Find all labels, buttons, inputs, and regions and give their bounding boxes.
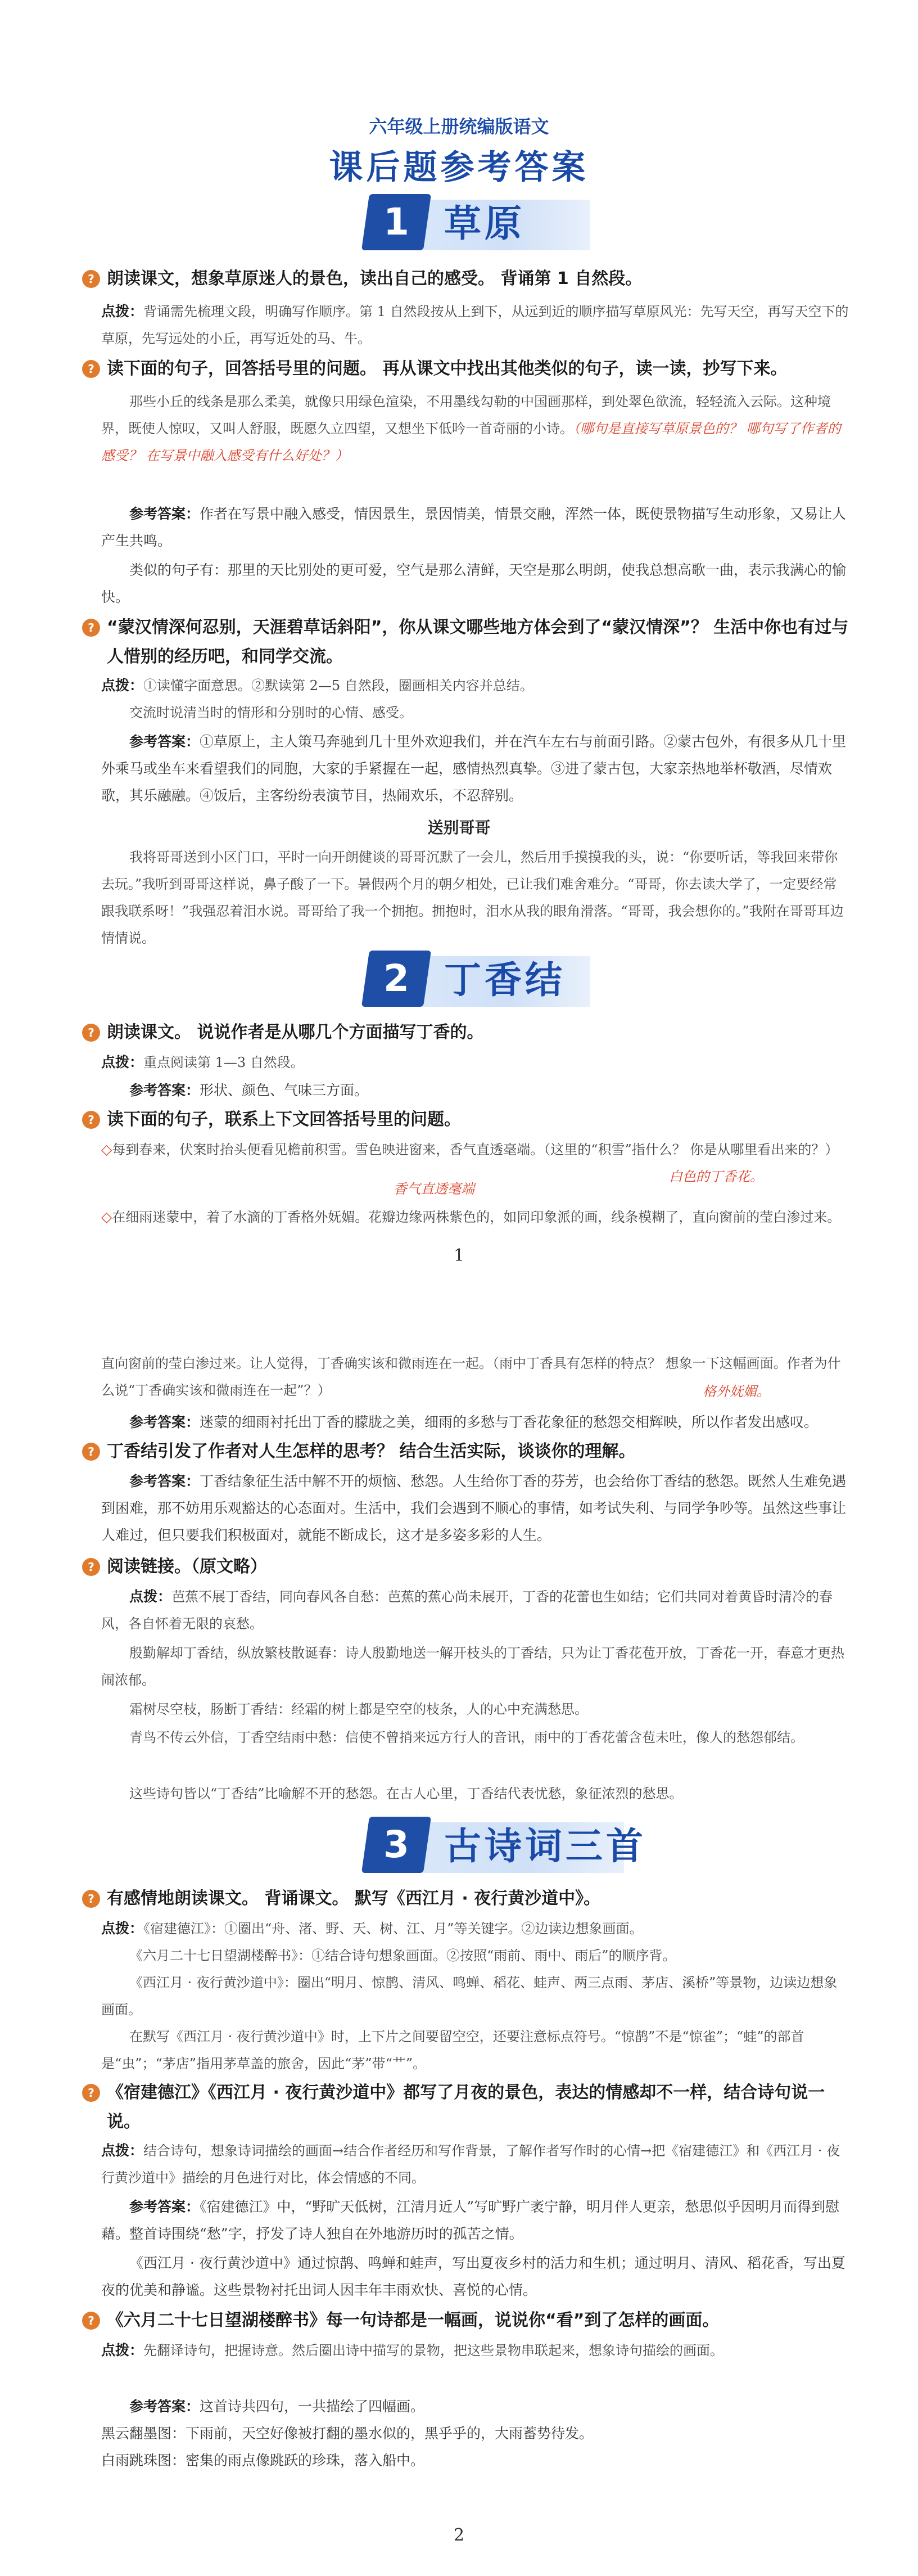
- answer-2-3: 参考答案：丁香结象征生活中解不开的烦恼、愁怨。人生给你丁香的芬芳，也会给你丁香结的愁怨。既然人生难免遇到困难，那不妨用乐观豁达的心态面对。生活中，我们会遇到不顺心的事情，如考试失利、与同学争吵等。虽然这些事让人难过，但只要我们积极面对，就能不断成长，这才是多姿多彩的人生。: [101, 1473, 847, 1543]
- page-number: 1: [453, 1246, 465, 1266]
- poem-note-4: 青鸟不传云外信，丁香空结雨中愁：信使不曾捎来远方行人的音讯，雨中的丁香花蕾含苞未吐，像人的愁怨郁结。: [129, 1730, 804, 1745]
- sentence-2-2-b-cont: 直向窗前的莹白渗过来。让人觉得，丁香确实该和微雨连在一起。（雨中丁香具有怎样的特点？ 想象一下这幅画面。作者为什么说“丁香确实该和微雨连在一起”？）: [101, 1355, 841, 1398]
- tip-3-1-c: 《西江月 · 夜行黄沙道中》：圈出“明月、惊鹊、清风、鸣蝉、稻花、蛙声、两三点雨、茅店、溪桥”等景物，边读边想象画面。: [101, 1975, 838, 2017]
- similar-sentence: 类似的句子有：那里的天比别处的更可爱，空气是那么清鲜，天空是那么明朗，使我总想高歌一曲，表示我满心的愉快。: [101, 562, 847, 605]
- question-mark-icon: ?: [82, 1558, 100, 1576]
- question-mark-icon: ?: [82, 1443, 100, 1461]
- lesson-3-banner: [0, 1817, 918, 1879]
- lesson-number-badge: 2: [361, 951, 431, 1007]
- sentence-2-2-a: ◇每到春来，伏案时抬头便看见檐前积雪。雪色映进窗来，香气直透毫端。（这里的“积雪”指什么？ 你是从哪里看出来的？）: [101, 1141, 839, 1158]
- story-title: 送别哥哥: [427, 818, 491, 837]
- answer-1-2: 参考答案：作者在写景中融入感受，情因景生，景因情美，情景交融，浑然一体，既使景物描写生动形象，又易让人产生共鸣。: [101, 506, 847, 549]
- question-3-2: ? 《宿建德江》《西江月 · 夜行黄沙道中》都写了月夜的景色，表达的情感却不一样，结合诗句说一说。: [107, 2078, 849, 2137]
- lesson-2-banner: [0, 951, 918, 1012]
- question-mark-icon: ?: [82, 270, 100, 288]
- poem-note-3: 霜树尽空枝，肠断丁香结：经霜的树上都是空空的枝条，人的心中充满愁思。: [129, 1701, 588, 1717]
- tip-1-3-b: 交流时说清当时的情形和分别时的心情、感受。: [129, 705, 413, 720]
- handwritten-answer: 香气直透毫端: [394, 1181, 474, 1197]
- poem-note-2: 殷勤解却丁香结，纵放繁枝散诞春：诗人殷勤地送一解开枝头的丁香结，只为让丁香花苞开放，丁香花一开，春意才更热闹浓郁。: [101, 1645, 844, 1688]
- handwritten-answer: 格外妩媚。: [703, 1384, 770, 1399]
- question-mark-icon: ?: [82, 1890, 100, 1908]
- lesson-number-badge: 1: [361, 194, 431, 250]
- answer-2-1: 参考答案：形状、颜色、气味三方面。: [129, 1082, 369, 1098]
- question-mark-icon: ?: [82, 619, 100, 637]
- sentence-2-2-b: ◇在细雨迷蒙中，着了水滴的丁香格外妩媚。花瓣边缘两株紫色的，如同印象派的画，线条模糊了，直向窗前的莹白渗过来。: [101, 1209, 841, 1225]
- tip-3-3: 点拨：先翻译诗句，把握诗意。然后圈出诗中描写的景物，把这些景物串联起来，想象诗句描绘的画面。: [101, 2342, 724, 2358]
- handwritten-answer: 白色的丁香花。: [669, 1169, 763, 1185]
- tip-1-1: 点拨：背诵需先梳理文段，明确写作顺序。第 1 自然段按从上到下，从远到近的顺序描写草原风光：先写天空，再写天空下的草原，先写远处的小丘，再写近处的马、牛。: [101, 303, 849, 346]
- question-mark-icon: ?: [82, 1111, 100, 1129]
- tip-2-4: 点拨：芭蕉不展丁香结，同向春风各自愁：芭蕉的蕉心尚未展开，丁香的花蕾也生如结；它们共同对着黄昏时清冷的春风，各自怀着无限的哀愁。: [101, 1588, 833, 1632]
- header-subtitle: 六年级上册统编版语文: [369, 116, 549, 137]
- tip-2-1: 点拨：重点阅读第 1—3 自然段。: [101, 1054, 304, 1070]
- lesson-title: 草原: [444, 202, 525, 245]
- page-2: [0, 1288, 918, 2576]
- question-3-1: ? 有感情地朗读课文。 背诵课文。 默写《西江月 · 夜行黄沙道中》。: [107, 1884, 849, 1913]
- story-text: 我将哥哥送到小区门口，平时一向开朗健谈的哥哥沉默了一会儿，然后用手摸摸我的头，说：“你要听话，等我回来带你去玩。”我听到哥哥这样说，鼻子酸了一下。暑假两个月的朝夕相处，已让我们难舍难分。“哥哥，你去读大学了，一定要经常跟我联系呀！”我强忍着泪水说。哥哥给了我一个拥抱。拥抱时，泪水从我的眼角滑落。“哥哥，我会想你的。”我附在哥哥耳边情情说。: [101, 849, 844, 946]
- lesson-number-badge: 3: [361, 1817, 431, 1873]
- answer-3-2-b: 《西江月 · 夜行黄沙道中》通过惊鹊、鸣蝉和蛙声，写出夏夜乡村的活力和生机；通过明月、清风、稻花香，写出夏夜的优美和静谧。这些景物衬托出词人因丰年丰雨欢快、喜悦的心情。: [101, 2255, 845, 2298]
- picture-2: 白雨跳珠图：密集的雨点像跳跃的珍珠，落入船中。: [101, 2452, 425, 2469]
- answer-3-2: 参考答案：《宿建德江》中，“野旷天低树，江清月近人”写旷野广袤宁静，明月伴人更亲，愁思似乎因明月而得到慰藉。整首诗围绕“愁”字，抒发了诗人独自在外地游历时的孤苦之情。: [101, 2199, 840, 2242]
- page-number: 2: [453, 2525, 465, 2545]
- lesson-title: 丁香结: [444, 958, 566, 1002]
- tip-3-1-d: 在默写《西江月 · 夜行黄沙道中》时，上下片之间要留空空，还要注意标点符号。“惊鹊”不是“惊雀”；“蛙”的部首是“虫”；“茅店”指用茅草盖的旅舍，因此“茅”带“艹”。: [101, 2029, 804, 2071]
- answer-3-3: 参考答案：这首诗共四句，一共描绘了四幅画。: [129, 2398, 425, 2415]
- answer-1-3: 参考答案：①草原上，主人策马奔驰到几十里外欢迎我们，并在汽车左右与前面引路。②蒙古包外，有很多从几十里外乘马或坐车来看望我们的同胞，大家的手紧握在一起，感情热烈真挚。③进了蒙古包，大家亲热地举杯敬酒，尽情欢歌，其乐融融。④饭后，主客纷纷表演节目，热闹欢乐，不忍辞别。: [101, 733, 847, 804]
- question-mark-icon: ?: [82, 360, 100, 378]
- picture-1: 黑云翻墨图：下雨前，天空好像被打翻的墨水似的，黑乎乎的，大雨蓄势待发。: [101, 2425, 594, 2442]
- header-title: 课后题参考答案: [329, 148, 589, 187]
- question-mark-icon: ?: [82, 2312, 100, 2330]
- question-1-3: ? “蒙汉情深何忍别，天涯碧草话斜阳”，你从课文哪些地方体会到了“蒙汉情深”？ 生活中你也有过与人惜别的经历吧，和同学交流。: [107, 613, 849, 672]
- question-mark-icon: ?: [82, 1024, 100, 1042]
- question-2-1: ? 朗读课文。 说说作者是从哪几个方面描写丁香的。: [107, 1018, 849, 1047]
- poem-note-5: 这些诗句皆以“丁香结”比喻解不开的愁怨。在古人心里，丁香结代表忧愁，象征浓烈的愁思。: [129, 1786, 683, 1802]
- tip-3-2: 点拨：结合诗句，想象诗词描绘的画面→结合作者经历和写作背景，了解作者写作时的心情→把《宿建德江》和《西江月 · 夜行黄沙道中》描绘的月色进行对比，体会情感的不同。: [101, 2142, 840, 2186]
- question-1-2: ? 读下面的句子，回答括号里的问题。 再从课文中找出其他类似的句子，读一读，抄写下来。: [107, 354, 849, 384]
- tip-3-1: 点拨：《宿建德江》：①圈出“舟、渚、野、天、树、江、月”等关键字。②边读边想象画面。: [101, 1920, 643, 1936]
- answer-2-2: 参考答案：迷蒙的细雨衬托出丁香的朦胧之美，细雨的多愁与丁香花象征的愁怨交相辉映，所以作者发出感叹。: [129, 1414, 818, 1430]
- question-1-1: ? 朗读课文，想象草原迷人的景色，读出自己的感受。 背诵第 1 自然段。: [107, 264, 849, 294]
- quoted-sentence: 那些小丘的线条是那么柔美，就像只用绿色渲染，不用墨线勾勒的中国画那样，到处翠色欲流，轻轻流入云际。这种境界，既使人惊叹，又叫人舒服，既愿久立四望，又想坐下低吟一首奇丽的小诗。（哪句是直接写草原景色的？ 哪句写了作者的感受？ 在写景中融入感受有什么好处？）: [101, 394, 841, 463]
- tip-1-3: 点拨：①读懂字面意思。②默读第 2—5 自然段，圈画相关内容并总结。: [101, 677, 533, 693]
- lesson-title: 古诗词三首: [444, 1825, 646, 1868]
- question-2-3: ? 丁香结引发了作者对人生怎样的思考？ 结合生活实际，谈谈你的理解。: [107, 1437, 849, 1466]
- lesson-1-banner: [0, 194, 918, 256]
- question-3-3: ? 《六月二十七日望湖楼醉书》每一句诗都是一幅画，说说你“看”到了怎样的画面。: [107, 2306, 849, 2335]
- question-2-2: ? 读下面的句子，联系上下文回答括号里的问题。: [107, 1105, 849, 1134]
- question-mark-icon: ?: [82, 2084, 100, 2102]
- tip-3-1-b: 《六月二十七日望湖楼醉书》：①结合诗句想象画面。②按照“雨前、雨中、雨后”的顺序背。: [129, 1948, 676, 1963]
- question-2-4: ? 阅读链接。（原文略）: [107, 1552, 849, 1582]
